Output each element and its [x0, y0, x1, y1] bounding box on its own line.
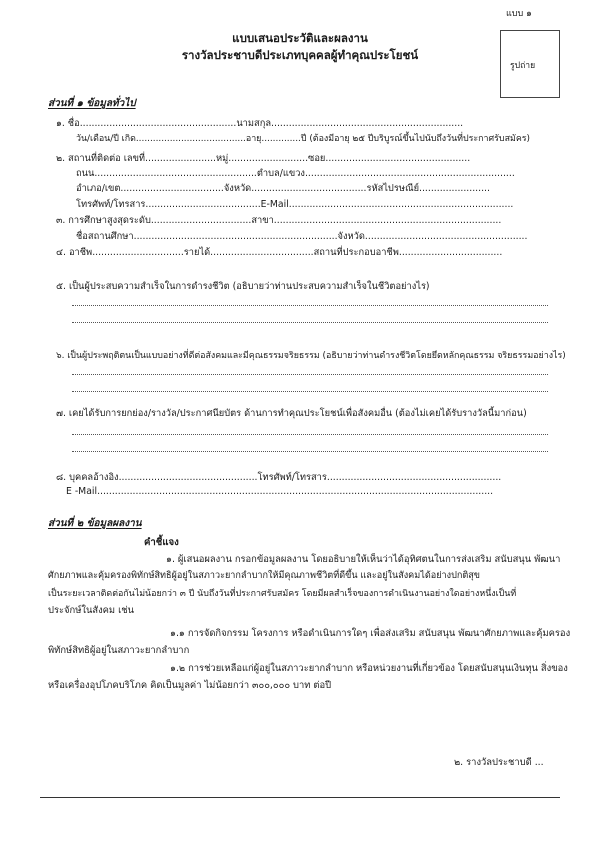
explanation-p1-line3: เป็นระยะเวลาติดต่อกันไม่น้อยกว่า ๓ ปี นับถึงวันที่ประกาศรับสมัคร โดยมีผลสำเร็จของการดำเนินงานอย่างใดอย่างหนึ่งเป็นที่ [48, 589, 517, 599]
explanation-label: คำชี้แจง [144, 537, 179, 548]
q2-district-line: อำเภอ/เขต...................................จังหวัด.......................................รหัสไปรษณีย์........................ [76, 183, 490, 194]
explanation-p12-line1: ๑.๒ การช่วยเหลือแก่ผู้อยู่ในสภาวะยากลำบาก หรือหน่วยงานที่เกี่ยวข้อง โดยสนับสนุนเงินทุน สิ่งของ [170, 663, 568, 674]
q5-answer-line [72, 305, 548, 306]
q2-road-line: ถนน.......................................................ตำบล/แขวง....................................................................... [76, 168, 515, 179]
footer-divider [40, 797, 560, 798]
q7-answer-line [72, 434, 548, 435]
q1-name-line: ๑. ชื่อ.....................................................นามสกุล................................................................. [56, 118, 464, 129]
q6-answer-line [72, 374, 548, 375]
continued-note: ๒. รางวัลประชาบดี ... [454, 757, 544, 768]
form-title: แบบเสนอประวัติและผลงาน [232, 31, 368, 45]
q3-school-line: ชื่อสถานศึกษา.....................................................................จังหวัด....................................................... [76, 231, 528, 242]
explanation-p1-line2: ศักยภาพและคุ้มครองพิทักษ์สิทธิผู้อยู่ในสภาวะยากลำบากให้มีคุณภาพชีวิตที่ดีขึ้น และอยู่ในสังคมได้อย่างปกติสุข [48, 571, 481, 581]
q2-phone-line: โทรศัพท์/โทรสาร.......................................E-Mail............................................................................ [76, 199, 514, 210]
part1-heading: ส่วนที่ ๑ ข้อมูลทั่วไป [48, 98, 136, 109]
q2-address-line: ๒. สถานที่ติดต่อ เลขที่........................หมู่...........................ซอย................................................. [56, 153, 471, 164]
explanation-p1-line1: ๑. ผู้เสนอผลงาน กรอกข้อมูลผลงาน โดยอธิบายให้เห็นว่าได้อุทิศตนในการส่งเสริม สนับสนุน พัฒนา [166, 554, 561, 565]
q6-answer-line [72, 391, 548, 392]
explanation-p11-line2: พิทักษ์สิทธิผู้อยู่ในสภาวะยากลำบาก [48, 645, 190, 656]
q4-occupation-line: ๔. อาชีพ...............................รายได้...................................สถานที่ประกอบอาชีพ................................... [56, 247, 503, 258]
part2-heading: ส่วนที่ ๒ ข้อมูลผลงาน [48, 518, 142, 529]
q6-heading: ๖. เป็นผู้ประพฤติตนเป็นแบบอย่างที่ดีต่อสังคมและมีคุณธรรมจริยธรรม (อธิบายว่าท่านดำรงชีวิตโดยยึดหลักคุณธรรม จริยธรรมอย่างไร) [56, 351, 566, 361]
q7-heading: ๗. เคยได้รับการยกย่อง/รางวัล/ประกาศนียบัตร ด้านการทำคุณประโยชน์เพื่อสังคมอื่น (ต้องไม่เคยได้รับรางวัลนี้มาก่อน) [56, 408, 527, 419]
explanation-p12-line2: หรือเครื่องอุปโภคบริโภค คิดเป็นมูลค่า ไม่น้อยกว่า ๓๐๐,๐๐๐ บาท ต่อปี [48, 680, 332, 691]
q1-birth-line: วัน/เดือน/ปี เกิด.......................................อายุ..............ปี (ต้องมีอายุ ๒๕ ปีบริบูรณ์ขึ้นไปนับถึงวันที่ประกาศรับสมัคร) [76, 134, 530, 144]
q5-answer-line [72, 322, 548, 323]
explanation-p1-line4: ประจักษ์ในสังคม เช่น [48, 605, 135, 616]
q5-heading: ๕. เป็นผู้ประสบความสำเร็จในการดำรงชีวิต (อธิบายว่าท่านประสบความสำเร็จในชีวิตอย่างไร) [56, 281, 430, 292]
form-number: แบบ ๑ [506, 9, 532, 19]
explanation-p11-line1: ๑.๑ การจัดกิจกรรม โครงการ หรือดำเนินการใดๆ เพื่อส่งเสริม สนับสนุน พัฒนาศักยภาพและคุ้มครอง [170, 628, 571, 639]
form-subtitle: รางวัลประชาบดีประเภทบุคคลผู้ทำคุณประโยชน์ [181, 48, 419, 62]
q7-answer-line [72, 451, 548, 452]
q8-reference-line: ๘. บุคคลอ้างอิง...............................................โทรศัพท์/โทรสาร........................................................... [56, 472, 502, 483]
q3-education-line: ๓. การศึกษาสูงสุดระดับ..................................สาขา............................................................................. [56, 215, 502, 226]
q8-email-line: E -Mail...................................................................................................................................... [66, 486, 494, 497]
photo-label: รูปถ่าย [510, 61, 536, 71]
